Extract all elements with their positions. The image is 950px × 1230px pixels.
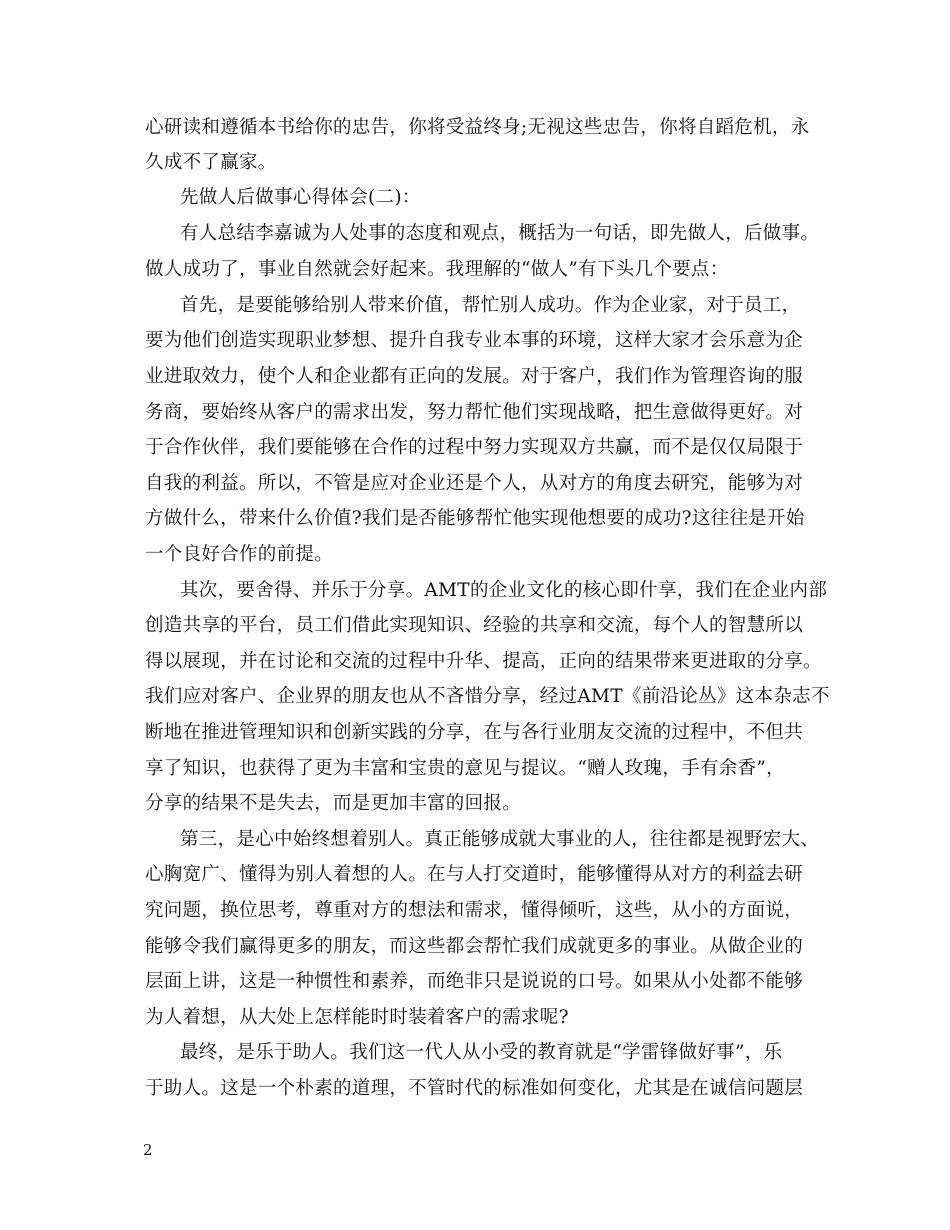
- body-text-line: 层面上讲，这是一种惯性和素养，而绝非只是说说的口号。如果从小处都不能够: [145, 971, 804, 992]
- body-text-line: 于合作伙伴，我们要能够在合作的过程中努力实现双方共赢，而不是仅仅局限于: [145, 437, 804, 458]
- body-text-line: 做人成功了，事业自然就会好起来。我理解的“做人”有下头几个要点：: [145, 259, 729, 280]
- body-text-line: 得以展现，并在讨论和交流的过程中升华、提高，正向的结果带来更进取的分享。: [145, 651, 822, 672]
- body-text-line: 我们应对客户、企业界的朋友也从不吝惜分享，经过AMT《前沿论丛》这本杂志不: [145, 686, 830, 707]
- body-text-line: 于助人。这是一个朴素的道理，不管时代的标准如何变化，尤其是在诚信问题层: [145, 1078, 804, 1099]
- body-text-line: 为人着想，从大处上怎样能时时装着客户的需求呢?: [145, 1007, 569, 1028]
- body-text-line: 心研读和遵循本书给你的忠告，你将受益终身;无视这些忠告，你将自蹈危机，永: [145, 117, 810, 138]
- body-text-line: 创造共享的平台，员工们借此实现知识、经验的共享和交流，每个人的智慧所以: [145, 615, 804, 636]
- body-text-line: 一个良好合作的前提。: [145, 544, 334, 565]
- body-text-line: 断地在推进管理知识和创新实践的分享，在与各行业朋友交流的过程中，不但共: [145, 722, 804, 743]
- body-text-line: 有人总结李嘉诚为人处事的态度和观点，概括为一句话，即先做人，后做事。: [180, 223, 820, 244]
- body-text-line: 享了知识，也获得了更为丰富和宝贵的意见与提议。“赠人玫瑰，手有余香”，: [145, 758, 785, 779]
- section-heading: 先做人后做事心得体会(二)：: [180, 187, 421, 208]
- body-text-line: 最终，是乐于助人。我们这一代人从小受的教育就是“学雷锋做好事”，乐: [180, 1042, 783, 1063]
- body-text-line: 首先，是要能够给别人带来价值，帮忙别人成功。作为企业家，对于员工，: [180, 295, 801, 316]
- body-text-line: 要为他们创造实现职业梦想、提升自我专业本事的环境，这样大家才会乐意为企: [145, 330, 804, 351]
- body-text-line: 其次，要舍得、并乐于分享。AMT的企业文化的核心即什享，我们在企业内部: [180, 580, 828, 601]
- body-text-line: 心胸宽广、懂得为别人着想的人。在与人打交道时，能够懂得从对方的利益去研: [145, 864, 804, 885]
- body-text-line: 业进取效力，使个人和企业都有正向的发展。对于客户，我们作为管理咨询的服: [145, 366, 804, 387]
- body-text-line: 自我的利益。所以，不管是应对企业还是个人，从对方的角度去研究，能够为对: [145, 473, 804, 494]
- body-text-line: 究问题，换位思考，尊重对方的想法和需求，懂得倾听，这些，从小的方面说，: [145, 900, 804, 921]
- body-text-line: 方做什么，带来什么价值?我们是否能够帮忙他实现他想要的成功?这往往是开始: [145, 508, 805, 529]
- body-text-line: 能够令我们赢得更多的朋友，而这些都会帮忙我们成就更多的事业。从做企业的: [145, 936, 804, 957]
- body-text-line: 久成不了赢家。: [145, 152, 277, 173]
- page-number: 2: [143, 1141, 153, 1159]
- body-text-line: 分享的结果不是失去，而是更加丰富的回报。: [145, 793, 522, 814]
- body-text-line: 第三，是心中始终想着别人。真正能够成就大事业的人，往往都是视野宏大、: [180, 829, 820, 850]
- body-text-line: 务商，要始终从客户的需求出发，努力帮忙他们实现战略，把生意做得更好。对: [145, 402, 804, 423]
